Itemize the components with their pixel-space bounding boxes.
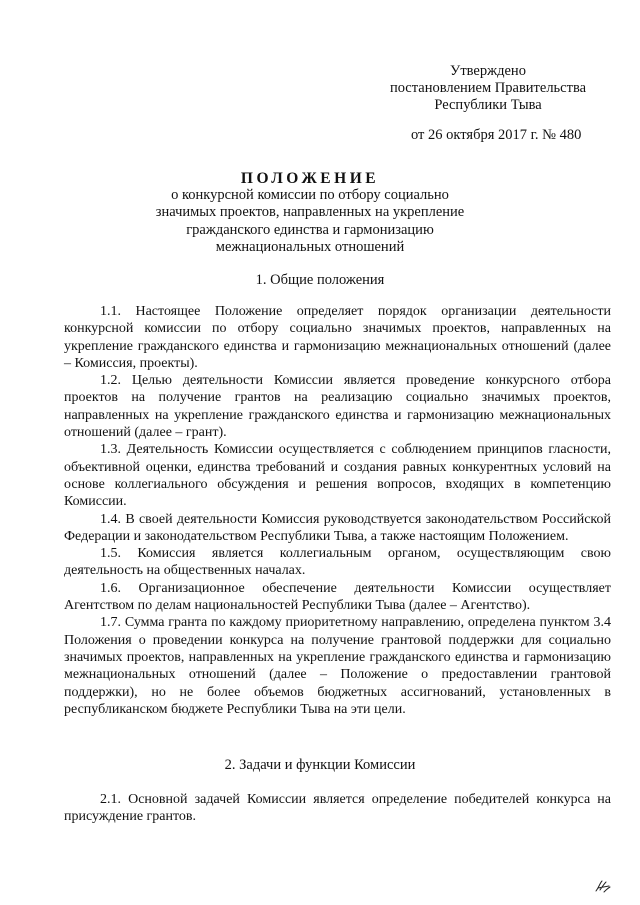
section-1-heading: 1. Общие положения xyxy=(255,272,385,288)
document-subtitle-line-2: значимых проектов, направленных на укрепление xyxy=(155,204,465,221)
document-subtitle-line-1: о конкурсной комиссии по отбору социально xyxy=(171,187,449,203)
approval-date: от 26 октября 2017 г. № 480 xyxy=(411,127,582,143)
paragraph-1-1: 1.1. Настоящее Положение определяет порядок организации деятельности конкурсной комиссии по отбору социально значимых проектов, направленных на укрепление гражданского единства и гармонизацию межнациональных отношений (далее – Комиссия, проекты). xyxy=(64,304,611,371)
paragraph-1-3: 1.3. Деятельность Комиссии осуществляется с соблюдением принципов гласности, объективной оценки, единства требований и создания равных конкурентных условий на основе коллегиального обсуждения и решения вопросов, входящих в компетенцию Комиссии. xyxy=(64,442,611,510)
paragraph-1-4: 1.4. В своей деятельности Комиссия руководствуется законодательством Российской Федерации и законодательством Республики Тыва, а также настоящим Положением. xyxy=(64,511,611,544)
document-subtitle-line-4: межнациональных отношений xyxy=(215,238,405,255)
paragraph-2-1: 2.1. Основной задачей Комиссии является определение победителей конкурса на присуждение грантов. xyxy=(64,792,611,825)
section-2-body xyxy=(64,791,611,826)
approval-line-1: Утверждено xyxy=(450,63,526,79)
document-title-block xyxy=(100,170,520,256)
handwritten-initials-mark xyxy=(594,878,612,894)
section-1-body xyxy=(64,303,611,718)
approval-line-3: Республики Тыва xyxy=(434,97,542,113)
approval-line-2: постановлением Правительства xyxy=(389,80,587,96)
approval-stamp xyxy=(383,63,593,143)
document-title: ПОЛОЖЕНИЕ xyxy=(240,170,380,187)
paragraph-1-6: 1.6. Организационное обеспечение деятельности Комиссии осуществляет Агентством по делам национальностей Республики Тыва (далее – Агентство). xyxy=(64,580,611,614)
document-subtitle-line-3: гражданского единства и гармонизацию xyxy=(186,221,434,238)
paragraph-1-2: 1.2. Целью деятельности Комиссии является проведение конкурсного отбора проектов на получение грантов на реализацию социально значимых проектов, направленных на укрепление гражданского единства и гармонизацию межнациональных отношений (далее – грант). xyxy=(64,373,611,441)
section-2-heading: 2. Задачи и функции Комиссии xyxy=(224,757,416,773)
paragraph-1-7: 1.7. Сумма гранта по каждому приоритетному направлению, определена пунктом 3.4 Положения о проведении конкурса на получение грантовой поддержки для социально значимых проектов, направленных на укрепление гражданского единства и гармонизацию межнациональных отношений (далее – Положение о предоставлении грантовой поддержки), но не более объемов бюджетных ассигнований, установленных в республиканском бюджете Республики Тыва на эти цели. xyxy=(64,615,611,717)
paragraph-1-5: 1.5. Комиссия является коллегиальным органом, осуществляющим свою деятельность на общественных началах. xyxy=(64,546,611,579)
